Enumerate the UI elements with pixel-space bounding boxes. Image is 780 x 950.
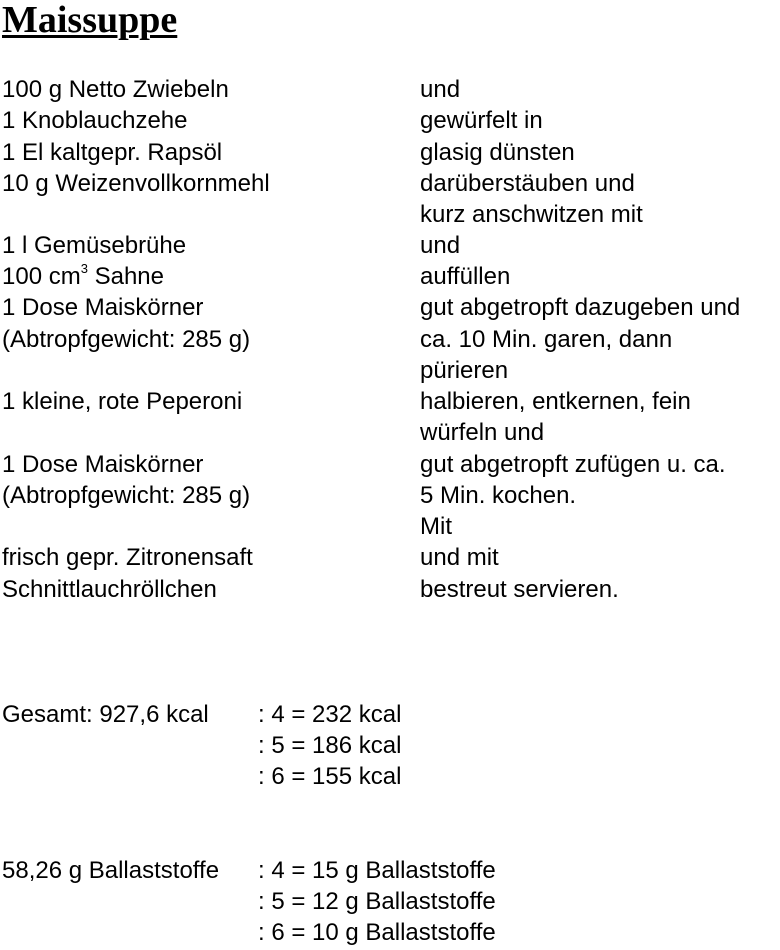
recipe-title: Maissuppe xyxy=(2,0,178,41)
step-text: gut abgetropft zufügen u. ca. xyxy=(420,451,726,478)
step-text: bestreut servieren. xyxy=(420,576,619,603)
step-text: und xyxy=(420,232,461,259)
recipe-row xyxy=(0,417,780,449)
calories-row xyxy=(0,730,780,762)
recipe-row xyxy=(0,261,780,293)
ingredient-text: (Abtropfgewicht: 285 g) xyxy=(2,326,251,353)
step-text: und xyxy=(420,76,461,103)
recipe-row xyxy=(0,292,780,324)
step-text: pürieren xyxy=(420,357,509,384)
step-text: gewürfelt in xyxy=(420,107,543,134)
recipe-row xyxy=(0,324,780,356)
calories-row xyxy=(0,699,780,731)
step-text: halbieren, entkernen, fein xyxy=(420,388,691,415)
ingredient-text: 100 g Netto Zwiebeln xyxy=(2,76,229,103)
recipe-row xyxy=(0,542,780,574)
ingredient-text xyxy=(2,261,164,296)
recipe-row xyxy=(0,355,780,387)
recipe-row xyxy=(0,105,780,137)
recipe-row xyxy=(0,199,780,231)
recipe-row xyxy=(0,230,780,262)
step-text: auffüllen xyxy=(420,263,511,290)
ingredient-text: 1 Dose Maiskörner xyxy=(2,294,204,321)
recipe-row xyxy=(0,168,780,200)
fiber-row xyxy=(0,886,780,918)
ingredient-text: 1 Knoblauchzehe xyxy=(2,107,188,134)
step-text: und mit xyxy=(420,544,499,571)
fiber-division: : 6 = 10 g Ballaststoffe xyxy=(258,919,496,946)
calories-division: : 4 = 232 kcal xyxy=(258,701,402,728)
ingredient-text: 1 El kaltgepr. Rapsöl xyxy=(2,139,223,166)
step-text: gut abgetropft dazugeben und xyxy=(420,294,741,321)
ingredient-text: 1 kleine, rote Peperoni xyxy=(2,388,243,415)
ingredient-name: Sahne xyxy=(87,263,165,290)
recipe-row xyxy=(0,74,780,106)
recipe-row xyxy=(0,386,780,418)
step-text: ca. 10 Min. garen, dann xyxy=(420,326,673,353)
calories-division: : 6 = 155 kcal xyxy=(258,763,402,790)
fiber-row xyxy=(0,855,780,887)
recipe-row xyxy=(0,511,780,543)
step-text: würfeln und xyxy=(420,419,545,446)
calories-row xyxy=(0,761,780,793)
ingredient-text: 1 Dose Maiskörner xyxy=(2,451,204,478)
fiber-division: : 4 = 15 g Ballaststoffe xyxy=(258,857,496,884)
ingredient-text: 10 g Weizenvollkornmehl xyxy=(2,170,270,197)
ingredient-text: (Abtropfgewicht: 285 g) xyxy=(2,482,251,509)
calories-division: : 5 = 186 kcal xyxy=(258,732,402,759)
recipe-row xyxy=(0,574,780,606)
fiber-row xyxy=(0,917,780,949)
recipe-row xyxy=(0,449,780,481)
ingredient-text: frisch gepr. Zitronensaft xyxy=(2,544,253,571)
step-text: Mit xyxy=(420,513,452,540)
step-text: glasig dünsten xyxy=(420,139,575,166)
ingredient-text: Schnittlauchröllchen xyxy=(2,576,217,603)
recipe-row xyxy=(0,137,780,169)
step-text: darüberstäuben und xyxy=(420,170,635,197)
ingredient-amount: 100 cm xyxy=(2,263,81,290)
ingredient-text: 1 l Gemüsebrühe xyxy=(2,232,187,259)
step-text: 5 Min. kochen. xyxy=(420,482,577,509)
fiber-total: 58,26 g Ballaststoffe xyxy=(2,857,220,884)
step-text: kurz anschwitzen mit xyxy=(420,201,643,228)
fiber-division: : 5 = 12 g Ballaststoffe xyxy=(258,888,496,915)
calories-total: Gesamt: 927,6 kcal xyxy=(2,701,209,728)
superscript-exponent: 3 xyxy=(80,261,88,276)
recipe-row xyxy=(0,480,780,512)
